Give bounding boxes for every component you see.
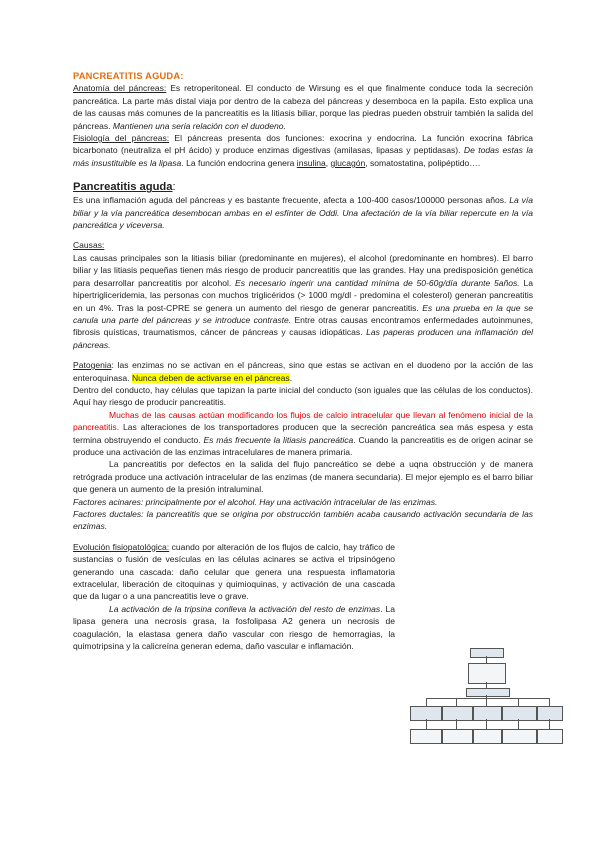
factores-ductales: Factores ductales: la pancreatitis que se origina por obstrucción también acaba causando activación secundaria de las enzimas. — [73, 509, 533, 532]
diagram-node-effect-4 — [502, 729, 537, 744]
patogenia-paragraph-4: La pancreatitis por defectos en la salida del flujo pancreático se debe a uqna obstrucción y de manera retrógrada produce una activación intracelular de las enzimas (de manera secundaria). El mejor ejemplo es el barro biliar que genera un aumento de la presión intraluminal. — [73, 459, 533, 495]
causas-paragraph: Las causas principales son la litiasis biliar (predominante en mujeres), el alcohol (predominante en hombres). El barro biliar y las litiasis pequeñas tienen más riesgo de producir pancreatitis que las grandes. Hay una predisposición genética para desarrollar pancreatitis por alcohol. Es necesario ingerir una cantidad mínima de 50-60g/día durante 5años. La hipertrigliceridemia, las personas con muchos triglicéridos (> 1000 mg/dl - predomina el colesterol) generan pancreatitis en un 4%. Tras la post-CPRE se genera un aumento del riesgo de generar pancreatitis. Es una prueba en la que se canula una parte del páncreas y se introduce contraste. Entre otras causas encontramos enfermedades autoinmunes, fibrosis quísticas, traumatismos, cáncer de páncreas y causas idiopáticas. Las paperas producen una inflamación del páncreas. — [73, 252, 533, 350]
patogenia-label: Patogenia — [73, 360, 112, 371]
diagram-node-effect-3 — [473, 729, 502, 744]
highlighted-text: Nunca deben de activarse en el páncreas — [131, 372, 290, 383]
diagram-node-level3 — [466, 688, 510, 697]
document-title: PANCREATITIS AGUDA: — [73, 71, 184, 81]
fisiologia-label: Fisiología del páncreas: — [73, 133, 170, 144]
factores-acinares: Factores acinares: principalmente por el alcohol. Hay una activación intracelular de las enzimas. — [73, 496, 438, 507]
anatomia-paragraph: Anatomía del páncreas: Es retroperitoneal. El conducto de Wirsung es el que finalmente conduce toda la secreción pancreática. La parte más distal viaja por dentro de la cabeza del páncreas y desemboca en la papila. Esto explica una de las causas más comunes de la pancreatitis es la litiasis biliar, porque las piedras pueden obstruir también la salida del páncreas. Mantienen una seria relación con el duodeno. — [73, 83, 533, 131]
patogenia-paragraph-2: Dentro del conducto, hay células que tapizan la parte inicial del conducto (son iguales que las células de los conductos). Aquí hay riesgo de producir pancreatitis. — [73, 384, 533, 408]
anatomia-label: Anatomía del páncreas: — [73, 83, 167, 94]
diagram-node-enzyme-5 — [537, 706, 563, 721]
pancreatitis-heading: Pancreatitis aguda: — [73, 181, 176, 194]
pathophysiology-flow-diagram — [408, 648, 562, 764]
insulina-link: insulina — [296, 157, 326, 168]
diagram-node-effect-1 — [410, 729, 442, 744]
causas-label: Causas: — [73, 240, 105, 251]
evolucion-paragraph: Evolución fisiopatológica: cuando por alteración de los flujos de calcio, hay tráfico de sustancias o fusión de vesículas en las células acinares se activa el tripsinógeno generando una cascada: daño celular que genera una respuesta inflamatoria extracelular, liberación de citoquinas y quimioquinas, y activación de una cascada que da lugar o a una pancreatitis leve o grave. — [73, 541, 395, 602]
diagram-node-enzyme-3 — [473, 706, 502, 721]
diagram-node-root — [470, 648, 504, 658]
diagram-node-effect-5 — [537, 729, 563, 744]
glucagon-link: glucagón — [330, 157, 366, 168]
patogenia-paragraph-3: Muchas de las causas actúan modificando los flujos de calcio intracelular que llevan al fenómeno inicial de la pancreatitis. Las alteraciones de los transportadores producen que la secreción pancreática sea más espesa y esta termina obstruyendo el conducto. Es más frecuente la litiasis pancreática. Cuando la pancreatitis es de origen acinar se produce una activación de las enzimas intracelulares de manera primaria. — [73, 409, 533, 457]
patogenia-paragraph: Patogenia: las enzimas no se activan en el páncreas, sino que estas se activan en el duodeno por la acción de las enteroquinasa. Nunca deben de activarse en el páncreas. — [73, 360, 533, 383]
diagram-node-effect-2 — [442, 729, 473, 744]
evolucion-paragraph-2: La activación de la tripsina conlleva la activación del resto de enzimas. La lipasa genera una necrosis grasa, la fosfolipasa A2 genera un necrosis de coagulación, la elastasa genera daño vascular con riesgo de hemorragias, la quimotripsina y la calicreína generan edema, daño vascular e inflamación. — [73, 603, 395, 652]
diagram-node-enzyme-2 — [442, 706, 473, 721]
red-emphasis-text: Muchas de las causas actúan modificando los flujos de calcio intracelular que llevan al fenómeno inicial de la pancreatitis. — [73, 409, 533, 433]
diagram-node-level2 — [468, 663, 506, 684]
pancreatitis-paragraph: Es una inflamación aguda del páncreas y es bastante frecuente, afecta a 100-400 casos/100000 personas años. La vía biliar y la vía pancreática desembocan ambas en el esfínter de Oddi. Una afectación de la vía biliar repercute en la vía pancreática y viceversa. — [73, 195, 533, 231]
diagram-node-enzyme-4 — [502, 706, 537, 721]
document-body — [73, 70, 533, 652]
fisiologia-paragraph: Fisiología del páncreas: El páncreas presenta dos funciones: exocrina y endocrina. La función exocrina fábrica bicarbonato (neutraliza el pH ácido) y produce enzimas digestivas (amilasas, lipasas y peptidasas). De todas estas la más insustituible es la lipasa. La función endocrina genera insulina, glucagón, somatostatina, polipéptido…. — [73, 133, 533, 168]
evolucion-label: Evolución fisiopatológica: — [73, 541, 170, 552]
